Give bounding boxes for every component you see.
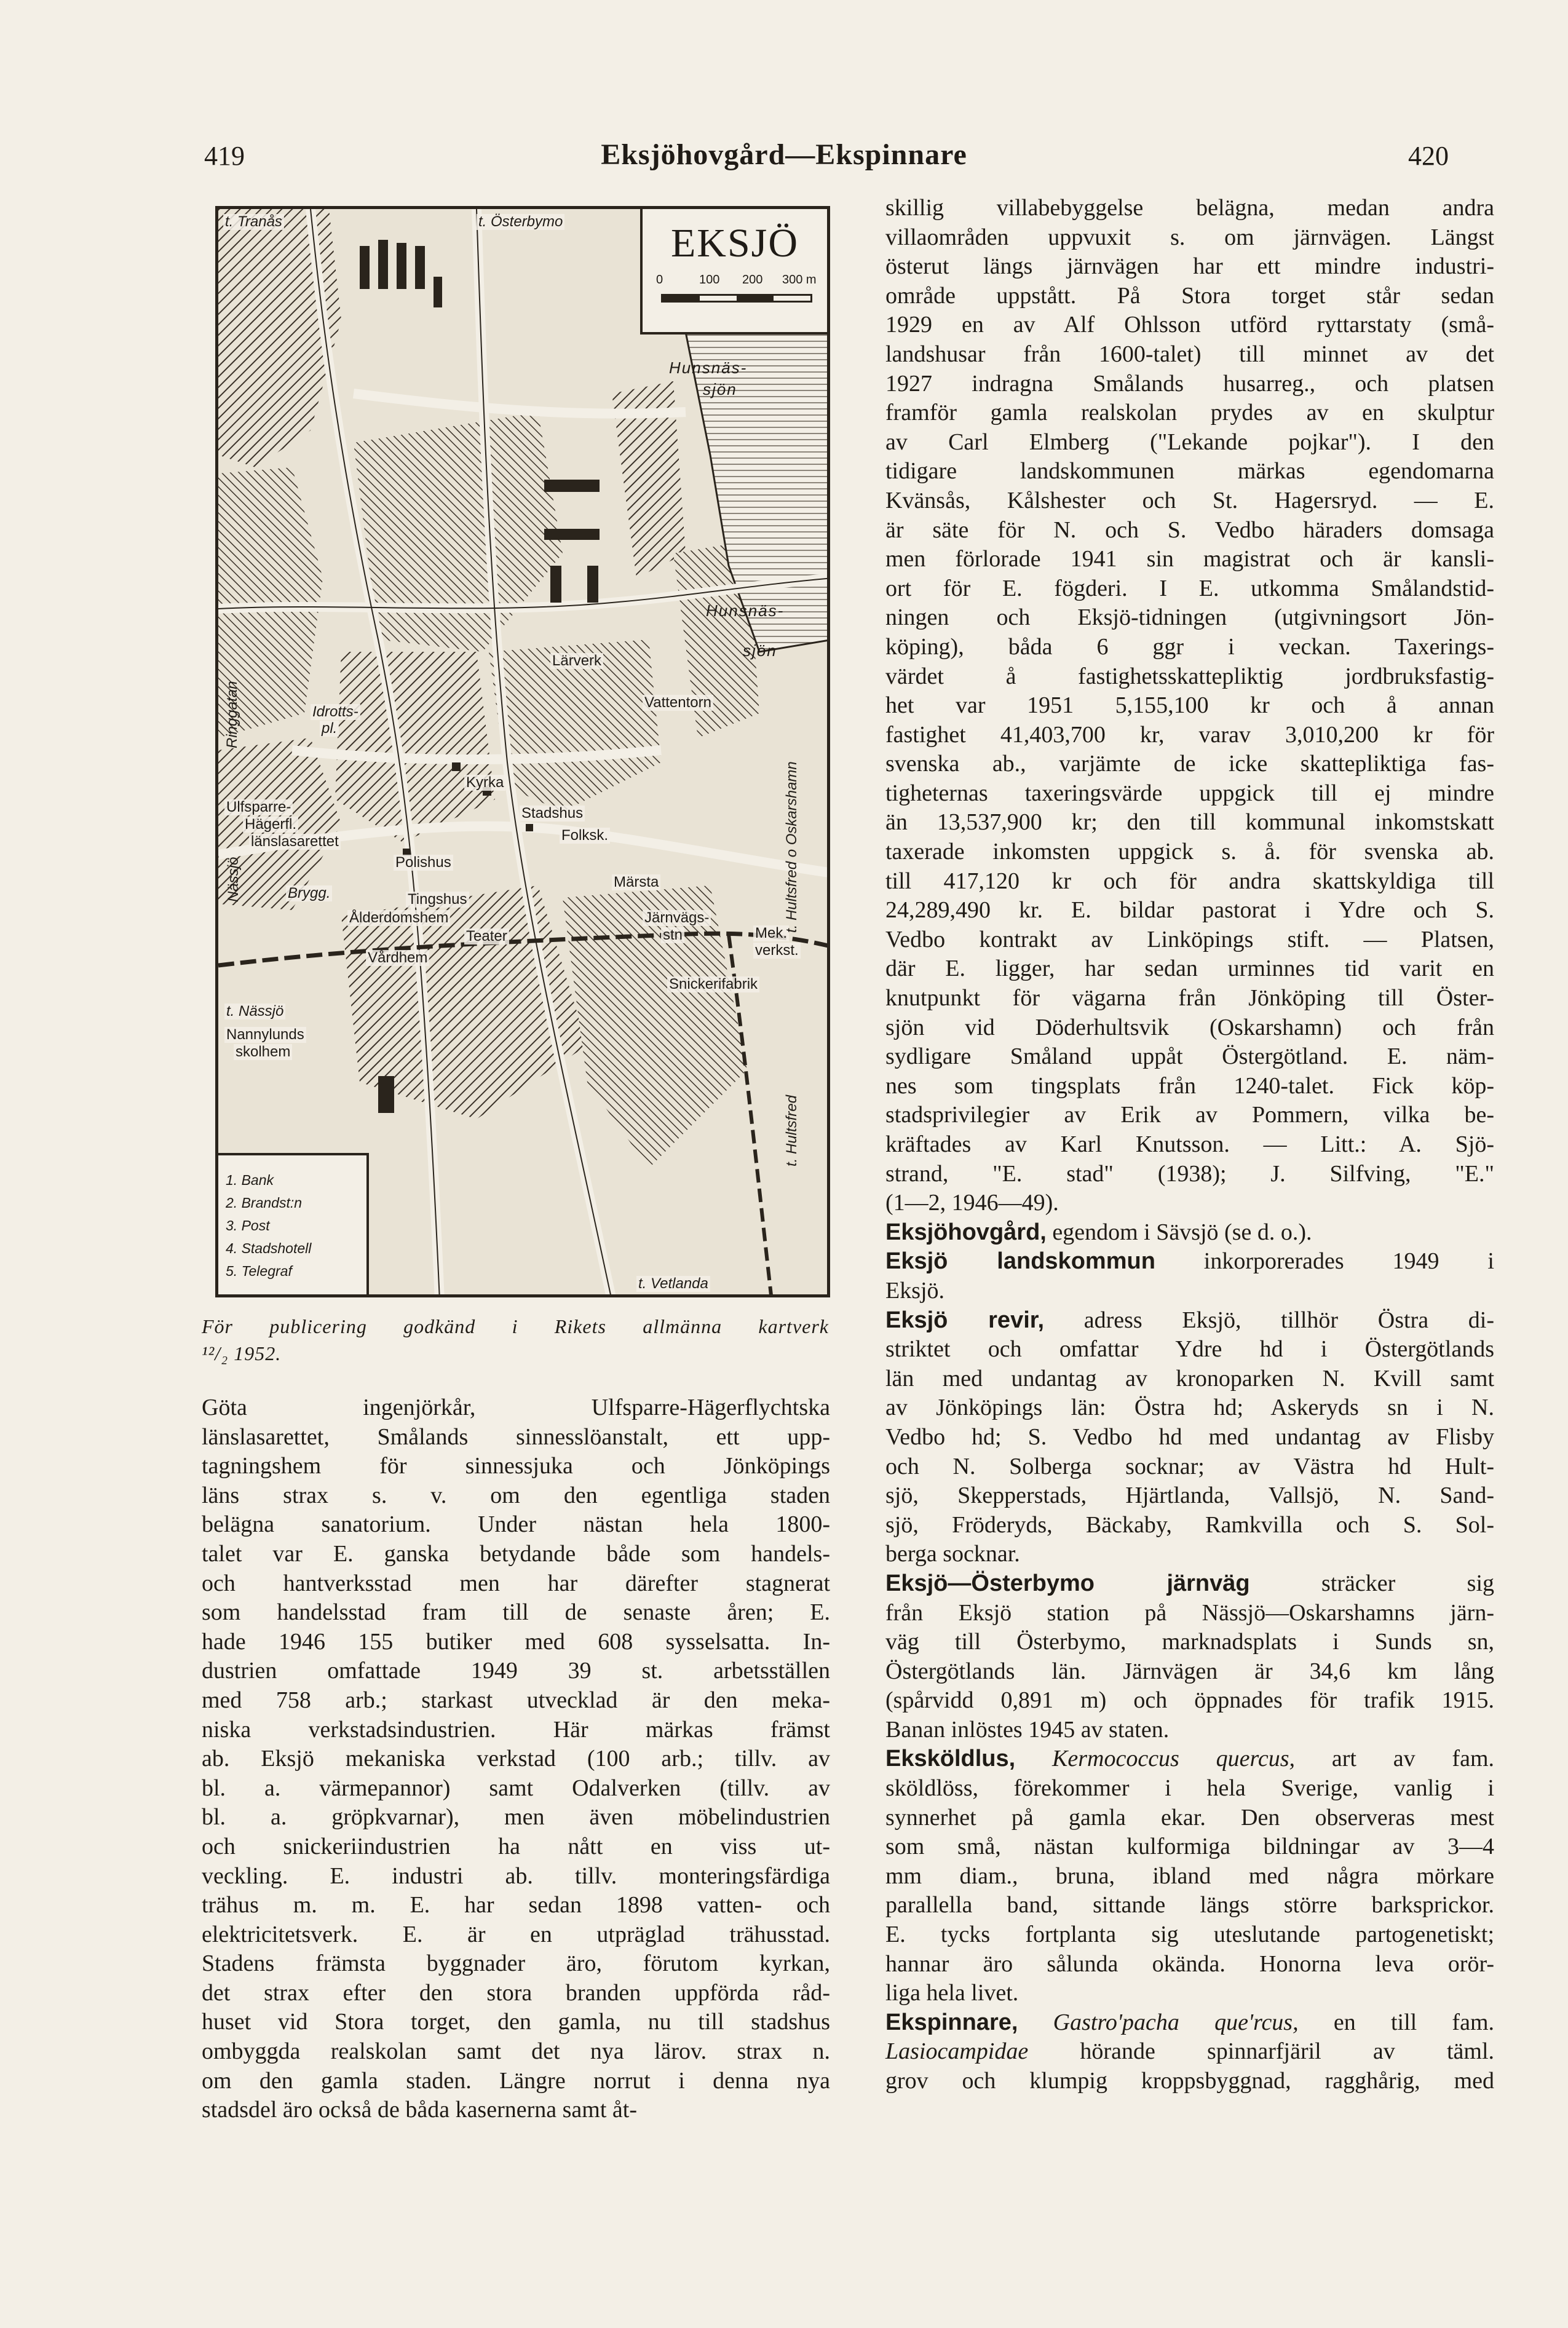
caption-line: ¹²/₂ 1952. bbox=[202, 1342, 282, 1364]
text-line: Banan inlöstes 1945 av staten. bbox=[885, 1716, 1170, 1743]
caption-line: För publicering godkänd i Rikets allmänna kartverk bbox=[202, 1315, 829, 1337]
legend-item: 3. Post bbox=[226, 1217, 270, 1233]
text-line: Stadens främsta byggnader äro, förutom kyrkan, bbox=[202, 1950, 830, 1977]
text-line: län med undantag av kronoparken N. Kvill samt bbox=[885, 1365, 1494, 1392]
text-line: från Eksjö station på Nässjö—Oskarshamns järn- bbox=[885, 1599, 1494, 1626]
scale-label: 200 bbox=[742, 273, 763, 287]
text-line: framför gamla realskolan prydes av en skulptur bbox=[885, 400, 1494, 426]
text-line: synnerhet på gamla ekar. Den observeras mest bbox=[885, 1804, 1494, 1831]
entry-first-line bbox=[885, 2008, 1494, 2038]
entry-headword: Eksjö—Österbymo järnväg bbox=[885, 1570, 1250, 1596]
town-map bbox=[215, 206, 830, 1297]
entry-first-line bbox=[885, 1218, 1494, 1248]
text-line: Eksjö. bbox=[885, 1277, 945, 1304]
entry-first-text: sträcker sig bbox=[1321, 1570, 1494, 1596]
map-label-marsta: Märsta bbox=[612, 874, 660, 890]
map-label-polishus: Polishus bbox=[394, 855, 453, 871]
text-line: het var 1951 5,155,100 kr och å annan bbox=[885, 692, 1494, 719]
map-label-hultsfred: t. Hultsfred bbox=[783, 1095, 800, 1166]
map-label-jarnvagsstn: Järnvägs- bbox=[643, 910, 711, 926]
text-line: sjö, Skepperstads, Hjärtlanda, Vallsjö, N. Sand- bbox=[885, 1483, 1494, 1509]
text-line: med 758 arb.; starkast utvecklad är den meka- bbox=[202, 1687, 830, 1713]
map-label-folksk: Folksk. bbox=[560, 828, 610, 844]
entry-first-text: egendom i Sävsjö (se d. o.). bbox=[1052, 1219, 1312, 1245]
text-line: tigheternas taxeringsvärde uppgick till ej mindre bbox=[885, 780, 1494, 806]
text-line: stadsdel äro också de båda kasernerna samt åt- bbox=[202, 2097, 637, 2123]
text-line: bl. a. värmepannor) samt Odalverken (tillv. av bbox=[202, 1775, 830, 1801]
entry-headword: Eksjöhovgård, bbox=[885, 1219, 1047, 1245]
text-line: till 417,120 kr och för andra skattskyldiga till bbox=[885, 868, 1494, 894]
left-column-text bbox=[202, 1393, 830, 2125]
map-label-osterbymo: t. Österbymo bbox=[477, 214, 564, 230]
text-line: länslasarettet, Smålands sinnesslöanstalt, ett upp- bbox=[202, 1423, 830, 1450]
text-line: taxerade inkomsten uppgick s. å. för svenska ab. bbox=[885, 839, 1494, 865]
legend-item: 2. Brandst:n bbox=[226, 1195, 303, 1211]
text-line: sjön vid Döderhultsvik (Oskarshamn) och från bbox=[885, 1014, 1494, 1040]
map-label-nassjo-vert: Nässjö bbox=[225, 857, 242, 902]
page-number-right: 420 bbox=[1408, 141, 1449, 171]
map-label-mek-verkst: verkst. bbox=[753, 943, 801, 959]
map-label-bryggan: Brygg. bbox=[286, 885, 332, 901]
entry-first-line bbox=[885, 1306, 1494, 1336]
text-line: österut längs järnvägen har ett mindre industri- bbox=[885, 253, 1494, 280]
text-line: av Carl Elmberg ("Lekande pojkar"). I den bbox=[885, 429, 1494, 455]
map-label-idrotts-pl: pl. bbox=[320, 721, 339, 737]
text-line: (spårvidd 0,891 m) och öppnades för trafik 1915. bbox=[885, 1687, 1494, 1714]
map-label-snickerifabrik: Snickerifabrik bbox=[667, 976, 759, 992]
text-line: som handelsstad fram till de senaste åren; E. bbox=[202, 1599, 830, 1626]
map-label-aldersdomshem: Ålderdomshem bbox=[347, 910, 450, 926]
map-legend bbox=[218, 1153, 369, 1294]
text-line: skillig villabebyggelse belägna, medan andra bbox=[885, 195, 1494, 221]
text-line: belägna sanatorium. Under nästan hela 1800- bbox=[202, 1511, 830, 1538]
map-label-hunsnas-mid-2: sjön bbox=[743, 641, 777, 660]
text-line: och N. Solberga socknar; av Västra hd Hult- bbox=[885, 1453, 1494, 1479]
text-line: tagningshem för sinnessjuka och Jönköpings bbox=[202, 1453, 830, 1479]
map-caption bbox=[202, 1313, 829, 1367]
text-line: av Jönköpings län: Östra hd; Askeryds sn i N. bbox=[885, 1395, 1494, 1421]
map-label-vetlanda: t. Vetlanda bbox=[636, 1276, 710, 1292]
map-label-idrotts: Idrotts- bbox=[311, 704, 360, 720]
map-label-nassjo: t. Nässjö bbox=[224, 1004, 285, 1019]
map-label-stadshus: Stadshus bbox=[520, 806, 585, 822]
map-label-mek: Mek. bbox=[753, 925, 789, 941]
map-label-jarnvagsstn-2: stn bbox=[661, 927, 684, 943]
text-line: 1927 indragna Smålands husarreg., och platsen bbox=[885, 370, 1494, 397]
text-line: svenska ab., varjämte de icke skattepliktiga fas- bbox=[885, 751, 1494, 777]
entry-family-name: Lasiocampidae bbox=[885, 2038, 1029, 2065]
map-label-nannylund: Nannylunds bbox=[224, 1027, 306, 1043]
text-line: men förlorade 1941 sin magistrat och är kansli- bbox=[885, 546, 1494, 572]
text-line: sjö, Fröderyds, Bäckaby, Ramkvilla och S. Sol- bbox=[885, 1511, 1494, 1538]
entry-first-text: art av fam. bbox=[1331, 1746, 1495, 1772]
running-title: Eksjöhovgård—Ekspinnare bbox=[601, 138, 967, 171]
text-line: ningen och Eksjö-tidningen (utgivningsort Jön- bbox=[885, 604, 1494, 631]
text-line: knutpunkt för vägarna från Jönköping till Öster- bbox=[885, 985, 1494, 1012]
text-line: niska verkstadsindustrien. Här märkas främst bbox=[202, 1716, 830, 1743]
text-line: där E. ligger, har sedan urminnes tid varit en bbox=[885, 956, 1494, 982]
text-line: Göta ingenjörkår, Ulfsparre-Hägerflychtska bbox=[202, 1395, 830, 1420]
text-line: E. tycks fortplanta sig uteslutande partogenetiskt; bbox=[885, 1922, 1494, 1948]
text-line: är säte för N. och S. Vedbo häraders domsaga bbox=[885, 517, 1494, 543]
running-header bbox=[0, 140, 1568, 177]
entry-first-line bbox=[885, 1247, 1494, 1277]
scale-label: 100 bbox=[699, 273, 720, 287]
text-line: berga socknar. bbox=[885, 1541, 1020, 1567]
text-line: Östergötlands län. Järnvägen är 34,6 km lång bbox=[885, 1658, 1494, 1684]
text-line: elektricitetsverk. E. är en utpräglad trähusstad. bbox=[202, 1921, 830, 1947]
text-line: om den gamla staden. Längre norrut i denna nya bbox=[202, 2067, 830, 2094]
text-line: ab. Eksjö mekaniska verkstad (100 arb.; tillv. av bbox=[202, 1746, 830, 1772]
map-label-kyrka: Kyrka bbox=[464, 775, 505, 791]
entry-first-line bbox=[885, 1744, 1494, 1774]
entry-headword: Eksjö landskommun bbox=[885, 1248, 1155, 1275]
text-line bbox=[885, 2037, 1494, 2067]
text-line: hannar äro sålunda okända. Honorna leva orör- bbox=[885, 1950, 1494, 1977]
text-line: sköldlöss, förekommer i hela Sverige, vanlig i bbox=[885, 1775, 1494, 1802]
text-line: fastighet 41,403,700 kr, varav 3,010,200 kr för bbox=[885, 721, 1494, 748]
text-line: parallella band, sittande längs större barksprickor. bbox=[885, 1892, 1494, 1918]
map-label-vattentorn: Vattentorn bbox=[643, 695, 713, 711]
entry-headword: Ekspinnare, bbox=[885, 2009, 1018, 2035]
text-line: än 13,537,900 kr; den till kommunal inkomstskatt bbox=[885, 809, 1494, 836]
map-label-ulfsparre: Ulfsparre- bbox=[224, 799, 293, 815]
text-line: huset vid Stora torget, den gamla, nu till stadshus bbox=[202, 2009, 830, 2035]
text-line: område uppstått. På Stora torget står sedan bbox=[885, 282, 1494, 309]
text-line: strand, "E. stad" (1938); J. Silfving, "E." bbox=[885, 1160, 1494, 1187]
entry-first-text: inkorporerades 1949 i bbox=[1203, 1248, 1494, 1275]
text-line: det strax efter den stora branden uppförda råd- bbox=[202, 1979, 830, 2006]
map-label-hunsnas-top-2: sjön bbox=[703, 380, 737, 398]
map-label-hultsfred-oskarshamn: t. Hultsfred o Oskarshamn bbox=[783, 761, 800, 933]
text-line: dustrien omfattade 1949 39 st. arbetsställen bbox=[202, 1658, 830, 1684]
text-line: talet var E. ganska betydande både som handels- bbox=[202, 1540, 830, 1567]
text-line: Kvänsås, Kålshester och St. Hagersryd. — E. bbox=[885, 487, 1494, 513]
entry-first-text: adress Eksjö, tillhör Östra di- bbox=[1083, 1307, 1494, 1333]
text-line: och hantverksstad men har därefter stagnerat bbox=[202, 1570, 830, 1596]
page-number-left: 419 bbox=[204, 141, 245, 171]
legend-item: 5. Telegraf bbox=[226, 1263, 292, 1279]
map-label-tingshus: Tingshus bbox=[406, 892, 469, 908]
text-line: Vedbo hd; S. Vedbo hd med undantag av Flisby bbox=[885, 1423, 1494, 1450]
text-line: hade 1946 155 butiker med 608 sysselsatta. In- bbox=[202, 1628, 830, 1655]
map-label-hagerfl: Hägerfl. bbox=[243, 817, 298, 833]
text-line: väg till Österbymo, marknadsplats i Sunds sn, bbox=[885, 1629, 1494, 1655]
text-line: liga hela livet. bbox=[885, 1980, 1019, 2006]
map-label-lanslasarettet: länslasarettet bbox=[249, 834, 341, 850]
text-line: 24,289,490 kr. E. bildar pastorat i Ydre och S. bbox=[885, 897, 1494, 924]
text-line: ort för E. fögderi. I E. utkomma Smålandstid- bbox=[885, 575, 1494, 601]
map-label-ringgatan: Ringgatan bbox=[224, 681, 240, 748]
text-line: värdet å fastighetsskattepliktig jordbruksfastig- bbox=[885, 663, 1494, 689]
text-line: nes som tingsplats från 1240-talet. Fick köp- bbox=[885, 1072, 1494, 1099]
map-label-larverk: Lärverk bbox=[550, 653, 603, 669]
entry-latin-name: Kermococcus quercus, bbox=[1052, 1746, 1296, 1772]
map-title: EKSJÖ bbox=[670, 221, 799, 266]
text-line: sydligare Småland uppåt Östergötland. E. näm- bbox=[885, 1043, 1494, 1070]
entry-first-text: en till fam. bbox=[1333, 2009, 1495, 2035]
entry-first-line bbox=[885, 1569, 1494, 1599]
text-line: bl. a. gröpkvarnar), men även möbelindustrien bbox=[202, 1804, 830, 1831]
text-line: villaområden uppvuxit s. om järnvägen. Längst bbox=[885, 224, 1494, 250]
entry-latin-name: Gastro'pacha que'rcus, bbox=[1053, 2009, 1299, 2035]
text-line: läns strax s. v. om den egentliga staden bbox=[202, 1482, 830, 1508]
text-line: ombyggda realskolan samt det nya lärov. strax n. bbox=[202, 2038, 830, 2065]
map-label-nannylund-2: skolhem bbox=[234, 1044, 292, 1060]
scale-label: 0 bbox=[656, 273, 663, 287]
map-title-box bbox=[640, 209, 827, 335]
scale-label: 300 m bbox=[782, 273, 817, 287]
legend-item: 4. Stadshotell bbox=[226, 1240, 312, 1256]
map-label-vardhem: Vårdhem bbox=[366, 950, 429, 966]
text-line: Vedbo kontrakt av Linköpings stift. — Platsen, bbox=[885, 926, 1494, 952]
text-line: landshusar från 1600-talet) till minnet av det bbox=[885, 341, 1494, 367]
map-label-teater: Teater bbox=[464, 928, 509, 944]
text-line: (1—2, 1946—49). bbox=[885, 1190, 1059, 1216]
text-line: tidigare landskommunen märkas egendomarna bbox=[885, 458, 1494, 485]
text-line: 1929 en av Alf Ohlsson utförd ryttarstaty (små- bbox=[885, 312, 1494, 338]
map-label-hunsnas-mid: Hunsnäs- bbox=[706, 601, 785, 620]
map-label-hunsnas-top: Hunsnäs- bbox=[669, 358, 748, 377]
text-line: trähus m. m. E. har sedan 1898 vatten- och bbox=[202, 1892, 830, 1918]
text-line: köping), båda 6 ggr i veckan. Taxerings- bbox=[885, 633, 1494, 660]
text-line: stadsprivilegier av Erik av Pommern, vilka be- bbox=[885, 1102, 1494, 1128]
text-line: grov och klumpig kroppsbyggnad, ragghårig, med bbox=[885, 2068, 1494, 2094]
entry-tail-text: hörande spinnarfjäril av täml. bbox=[1080, 2038, 1495, 2065]
scale-bar bbox=[661, 294, 812, 303]
entry-headword: Eksköldlus, bbox=[885, 1746, 1016, 1772]
text-line: kräftades av Karl Knutsson. — Litt.: A. Sjö- bbox=[885, 1131, 1494, 1157]
text-line: som små, nästan kulformiga bildningar av 3—4 bbox=[885, 1834, 1494, 1860]
text-line: striktet och omfattar Ydre hd i Östergötlands bbox=[885, 1336, 1494, 1363]
legend-item: 1. Bank bbox=[226, 1172, 274, 1188]
right-column-text bbox=[885, 194, 1494, 2096]
text-line: veckling. E. industri ab. tillv. monteringsfärdiga bbox=[202, 1863, 830, 1889]
text-line: mm diam., bruna, ibland med några mörkare bbox=[885, 1863, 1494, 1889]
entry-headword: Eksjö revir, bbox=[885, 1307, 1045, 1333]
map-label-tranas: t. Tranås bbox=[223, 214, 284, 230]
text-line: och snickeriindustrien ha nått en viss ut- bbox=[202, 1833, 830, 1859]
